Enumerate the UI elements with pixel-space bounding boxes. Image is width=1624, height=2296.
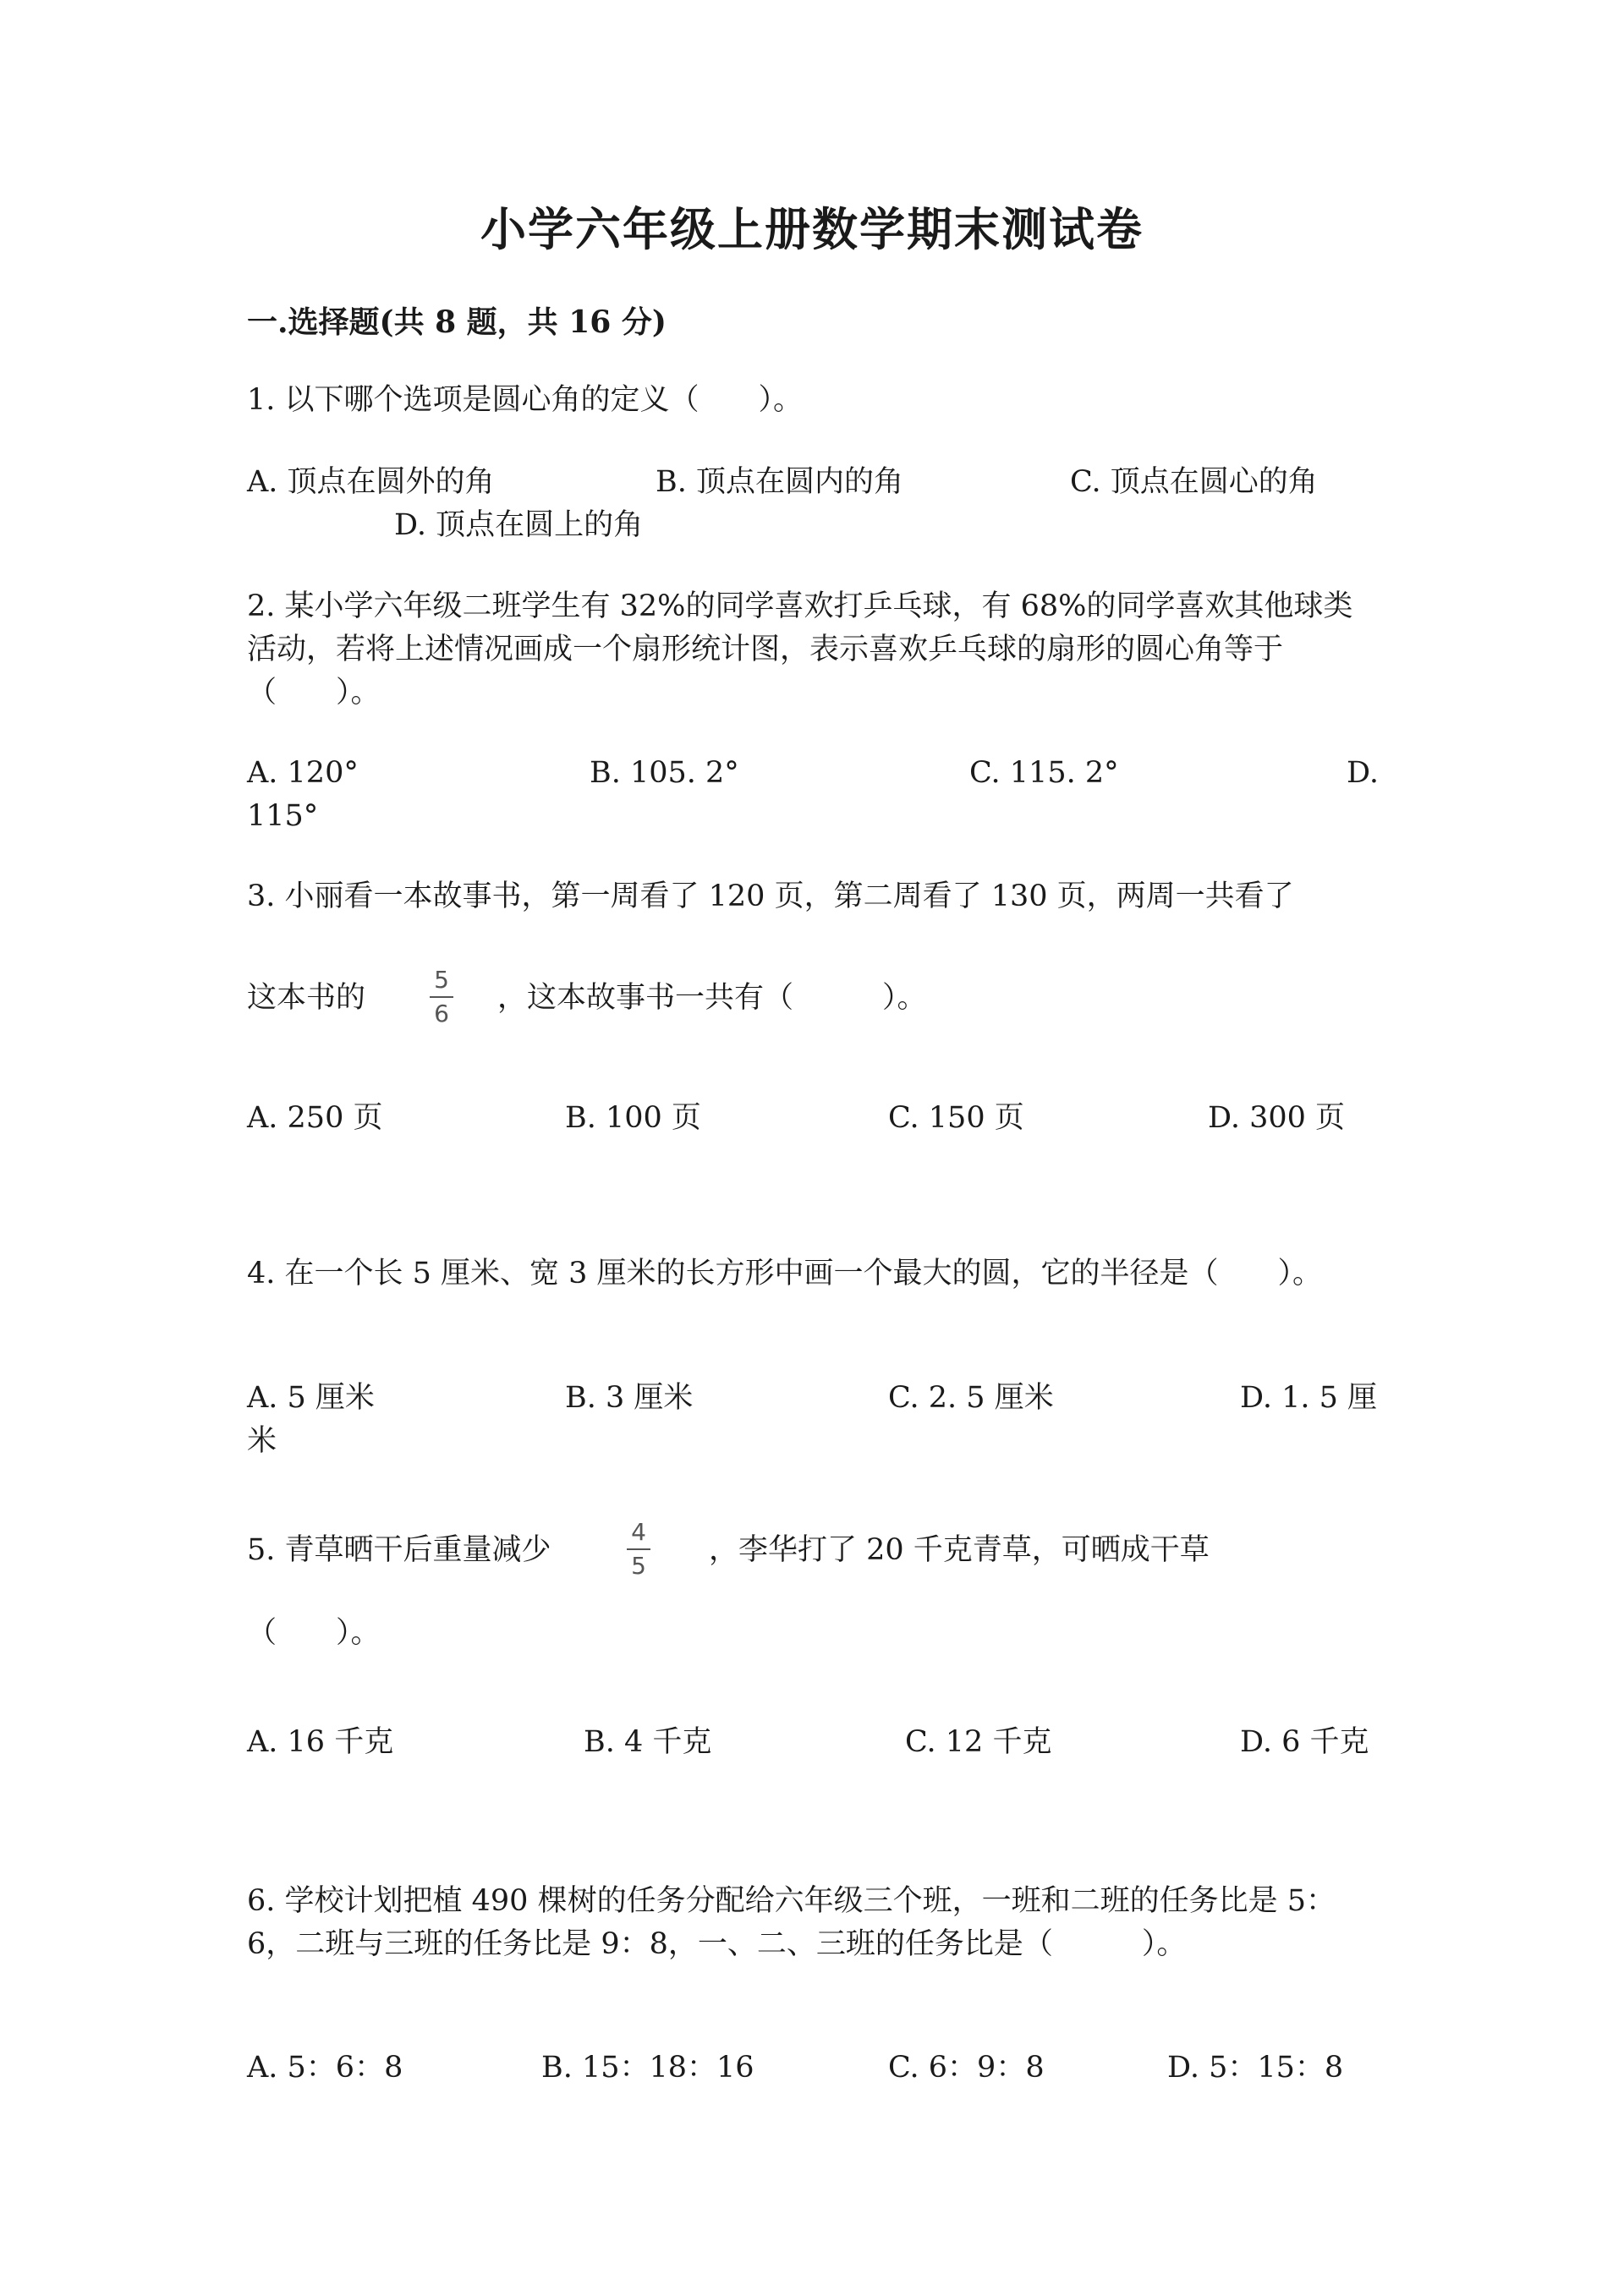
q2-option-c: C. 115. 2° <box>969 756 1119 790</box>
q3-fraction-denominator: 6 <box>434 1000 449 1027</box>
question-5-stem-before: 5. 青草晒干后重量减少 <box>247 1533 551 1567</box>
q3-fraction-numerator: 5 <box>434 966 449 994</box>
q3-option-d: D. 300 页 <box>1208 1101 1345 1135</box>
q6-option-c: C. 6：9：8 <box>888 2051 1045 2085</box>
q5-fraction <box>622 1518 656 1581</box>
q4-option-c: C. 2. 5 厘米 <box>888 1381 1054 1415</box>
q1-option-c: C. 顶点在圆心的角 <box>1070 465 1318 499</box>
question-3-stem: 3. 小丽看一本故事书，第一周看了 120 页，第二周看了 130 页，两周一共看了 <box>247 879 1294 913</box>
page-title: 小学六年级上册数学期末测试卷 <box>480 202 1144 256</box>
q6-option-a: A. 5：6：8 <box>247 2051 403 2085</box>
q5-option-a: A. 16 千克 <box>247 1725 394 1759</box>
question-6-stem: 6. 学校计划把植 490 棵树的任务分配给六年级三个班，一班和二班的任务比是 5：6，二班与三班的任务比是 9：8，一、二、三班的任务比是（ ）。 <box>247 1884 1336 1961</box>
question-2-stem: 2. 某小学六年级二班学生有 32%的同学喜欢打乒乓球，有 68%的同学喜欢其他球类活动，若将上述情况画成一个扇形统计图，表示喜欢乒乓球的扇形的圆心角等于（ ）。 <box>247 589 1353 710</box>
q4-option-b: B. 3 厘米 <box>565 1381 694 1415</box>
question-5-stem-after: ，李华打了 20 千克青草，可晒成干草 <box>709 1533 1210 1567</box>
question-5-stem-line2: （ ）。 <box>247 1616 381 1650</box>
q3-option-c: C. 150 页 <box>888 1101 1024 1135</box>
q1-option-a: A. 顶点在圆外的角 <box>247 465 495 499</box>
q2-option-d-value: 115° <box>247 799 319 833</box>
question-3-stem-after: ，这本故事书一共有（ ）。 <box>497 981 927 1015</box>
q2-option-d: D. <box>1347 756 1379 790</box>
q4-option-a: A. 5 厘米 <box>247 1381 375 1415</box>
q5-option-b: B. 4 千克 <box>584 1725 712 1759</box>
question-3-stem-before: 这本书的 <box>247 981 366 1015</box>
q1-option-b: B. 顶点在圆内的角 <box>656 465 903 499</box>
q3-fraction <box>425 966 458 1028</box>
q1-option-d: D. 顶点在圆上的角 <box>394 508 644 542</box>
q4-option-d-wrap: 米 <box>247 1424 277 1458</box>
q2-option-a: A. 120° <box>247 756 359 790</box>
q5-fraction-denominator: 5 <box>631 1552 646 1580</box>
question-1-stem: 1. 以下哪个选项是圆心角的定义（ ）。 <box>247 383 804 417</box>
q5-option-c: C. 12 千克 <box>905 1725 1052 1759</box>
q2-option-b: B. 105. 2° <box>590 756 739 790</box>
q3-option-a: A. 250 页 <box>247 1101 383 1135</box>
q5-option-d: D. 6 千克 <box>1240 1725 1369 1759</box>
q5-fraction-numerator: 4 <box>631 1518 646 1546</box>
q6-option-b: B. 15：18：16 <box>541 2051 754 2085</box>
q6-option-d: D. 5：15：8 <box>1167 2051 1344 2085</box>
section-heading: 一.选择题(共 8 题，共 16 分) <box>247 304 667 340</box>
q4-option-d: D. 1. 5 厘 <box>1240 1381 1377 1415</box>
q3-fraction-bar <box>430 996 453 998</box>
q5-fraction-bar <box>627 1548 650 1550</box>
question-4-stem: 4. 在一个长 5 厘米、宽 3 厘米的长方形中画一个最大的圆，它的半径是（ ）。 <box>247 1257 1323 1290</box>
q3-option-b: B. 100 页 <box>565 1101 701 1135</box>
